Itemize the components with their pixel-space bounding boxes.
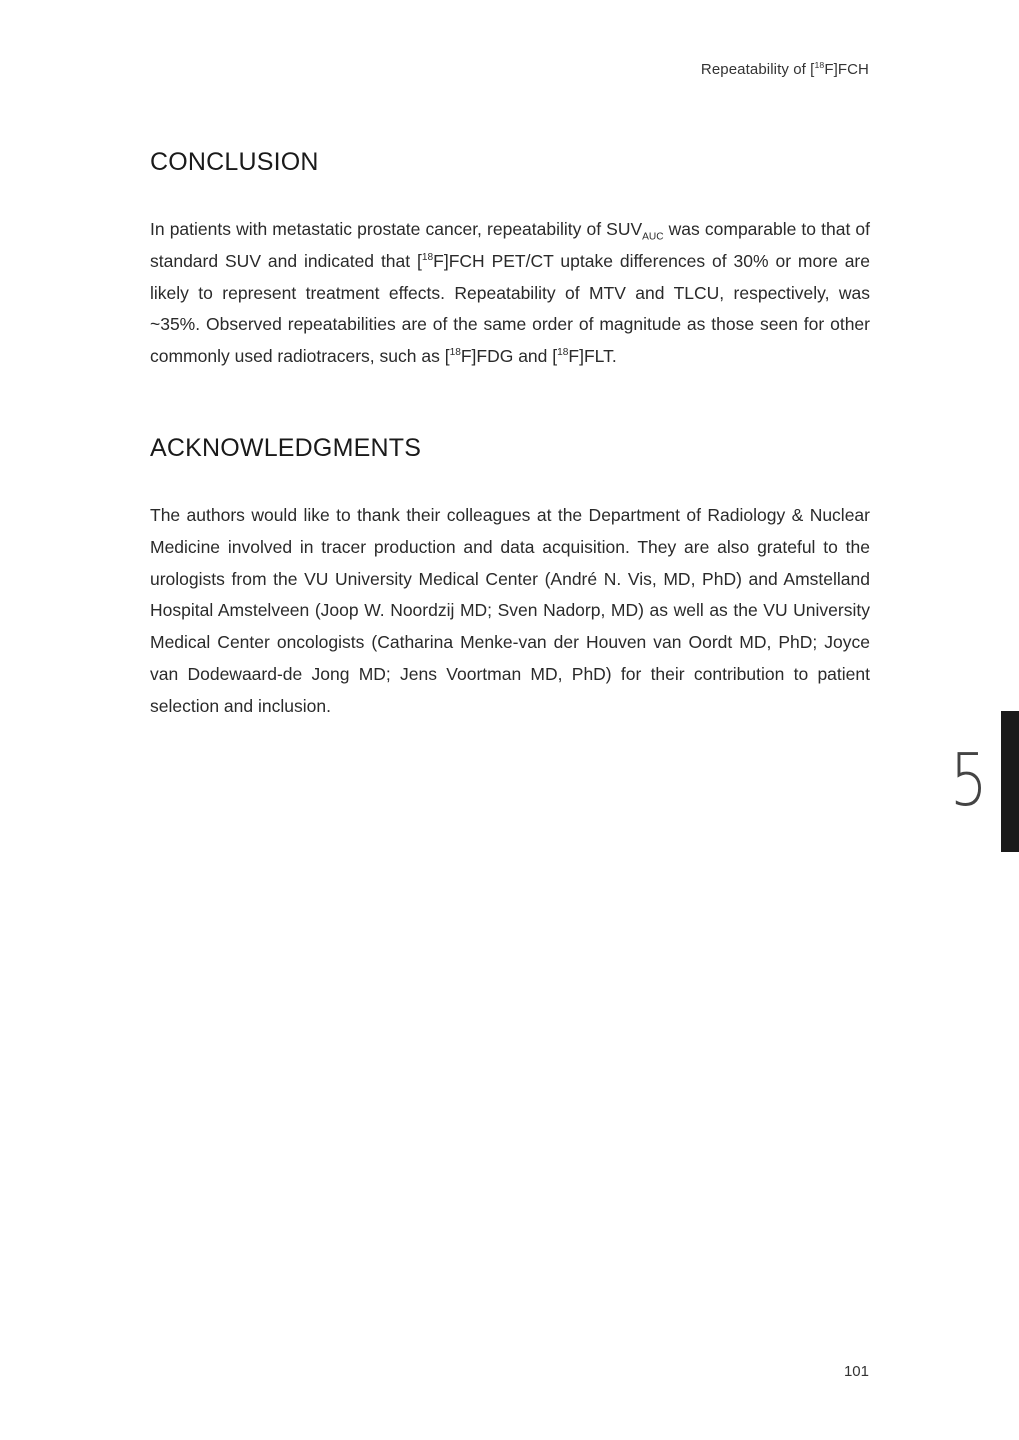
running-title-prefix: Repeatability of [ <box>700 61 815 78</box>
acknowledgments-section <box>150 434 870 723</box>
conclusion-paragraph <box>150 214 870 373</box>
suv-auc-subscript: AUC <box>642 231 664 243</box>
acknowledgments-heading: ACKNOWLEDGMENTS <box>150 434 422 462</box>
isotope-superscript: 18 <box>449 347 461 359</box>
conclusion-section <box>150 148 870 373</box>
conclusion-text-3: F]FCH PET/CT uptake differences of 30% or more are likely to represent treatment effects. Repeatability of MTV and TLCU, respectively, was ~35%. Observed repeatabilities are of the same order of magnitude as those seen for other commonly used radiotracers, such as [ <box>150 250 870 367</box>
isotope-superscript: 18 <box>557 347 569 359</box>
running-title-suffix: F]FCH <box>824 61 869 78</box>
running-header <box>701 61 869 78</box>
acknowledgments-paragraph: The authors would like to thank their colleagues at the Department of Radiology & Nuclear Medicine involved in tracer production and data acquisition. They are also grateful to the urologists from the VU University Medical Center (André N. Vis, MD, PhD) and Amstelland Hospital Amstelveen (Joop W. Noordzij MD; Sven Nadorp, MD) as well as the VU University Medical Center oncologists (Catharina Menke-van der Houven van Oordt MD, PhD; Joyce van Dodewaard-de Jong MD; Jens Voortman MD, PhD) for their contribution to patient selection and inclusion. <box>150 505 870 716</box>
isotope-superscript: 18 <box>421 251 434 263</box>
conclusion-heading: CONCLUSION <box>150 148 319 176</box>
chapter-number: 5 <box>950 738 988 822</box>
conclusion-text-1: In patients with metastatic prostate cancer, repeatability of SUV <box>150 219 643 239</box>
chapter-tab-marker <box>1001 711 1019 852</box>
running-title-superscript: 18 <box>814 60 825 70</box>
conclusion-text-2: was comparable to that of standard SUV and indicated that [ <box>150 219 871 271</box>
conclusion-text-5: F]FLT. <box>568 346 617 367</box>
page-number: 101 <box>843 1363 869 1380</box>
conclusion-text-4: F]FDG and [ <box>460 346 558 367</box>
